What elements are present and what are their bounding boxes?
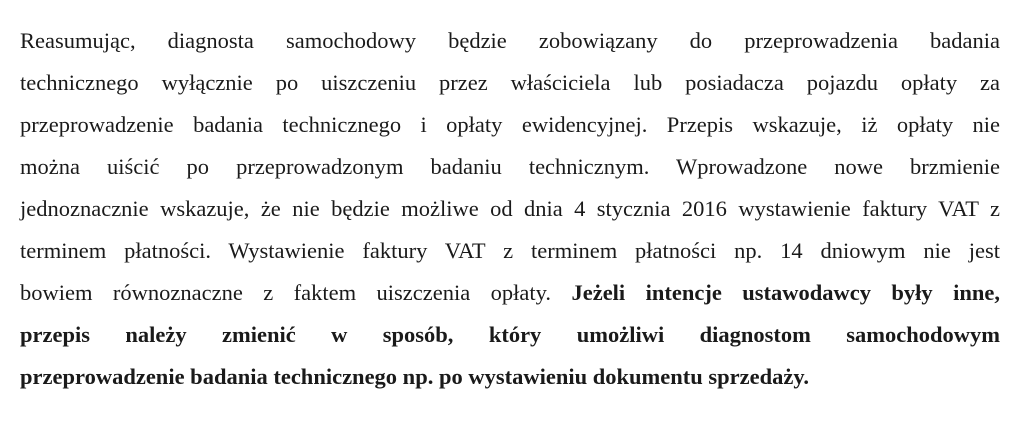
text-segment: Reasumując, diagnosta samochodowy będzie zobowiązany do przeprowadzenia badania — [20, 28, 1000, 53]
text-line-3 — [20, 104, 1000, 146]
paragraph — [20, 20, 1000, 398]
text-line-9 — [20, 356, 1000, 398]
text-segment: jednoznacznie wskazuje, że nie będzie możliwe od dnia 4 stycznia 2016 wystawienie faktury VAT z — [20, 196, 1000, 221]
text-line-7 — [20, 272, 1000, 314]
text-line-6 — [20, 230, 1000, 272]
text-line-8 — [20, 314, 1000, 356]
bold-text-segment: Jeżeli intencje ustawodawcy były inne, — [571, 280, 1000, 305]
text-line-1 — [20, 20, 1000, 62]
bold-text-segment: przepis należy zmienić w sposób, który umożliwi diagnostom samochodowym — [20, 322, 1000, 347]
text-segment: można uiścić po przeprowadzonym badaniu technicznym. Wprowadzone nowe brzmienie — [20, 154, 1000, 179]
text-segment: terminem płatności. Wystawienie faktury VAT z terminem płatności np. 14 dniowym nie jest — [20, 238, 1000, 263]
text-line-2 — [20, 62, 1000, 104]
text-line-4 — [20, 146, 1000, 188]
text-line-5 — [20, 188, 1000, 230]
text-segment: przeprowadzenie badania technicznego i opłaty ewidencyjnej. Przepis wskazuje, iż opłaty nie — [20, 112, 1000, 137]
text-segment: bowiem równoznaczne z faktem uiszczenia opłaty. — [20, 280, 572, 305]
text-segment: technicznego wyłącznie po uiszczeniu przez właściciela lub posiadacza pojazdu opłaty za — [20, 70, 1000, 95]
bold-text-segment: przeprowadzenie badania technicznego np. po wystawieniu dokumentu sprzedaży. — [20, 364, 810, 389]
